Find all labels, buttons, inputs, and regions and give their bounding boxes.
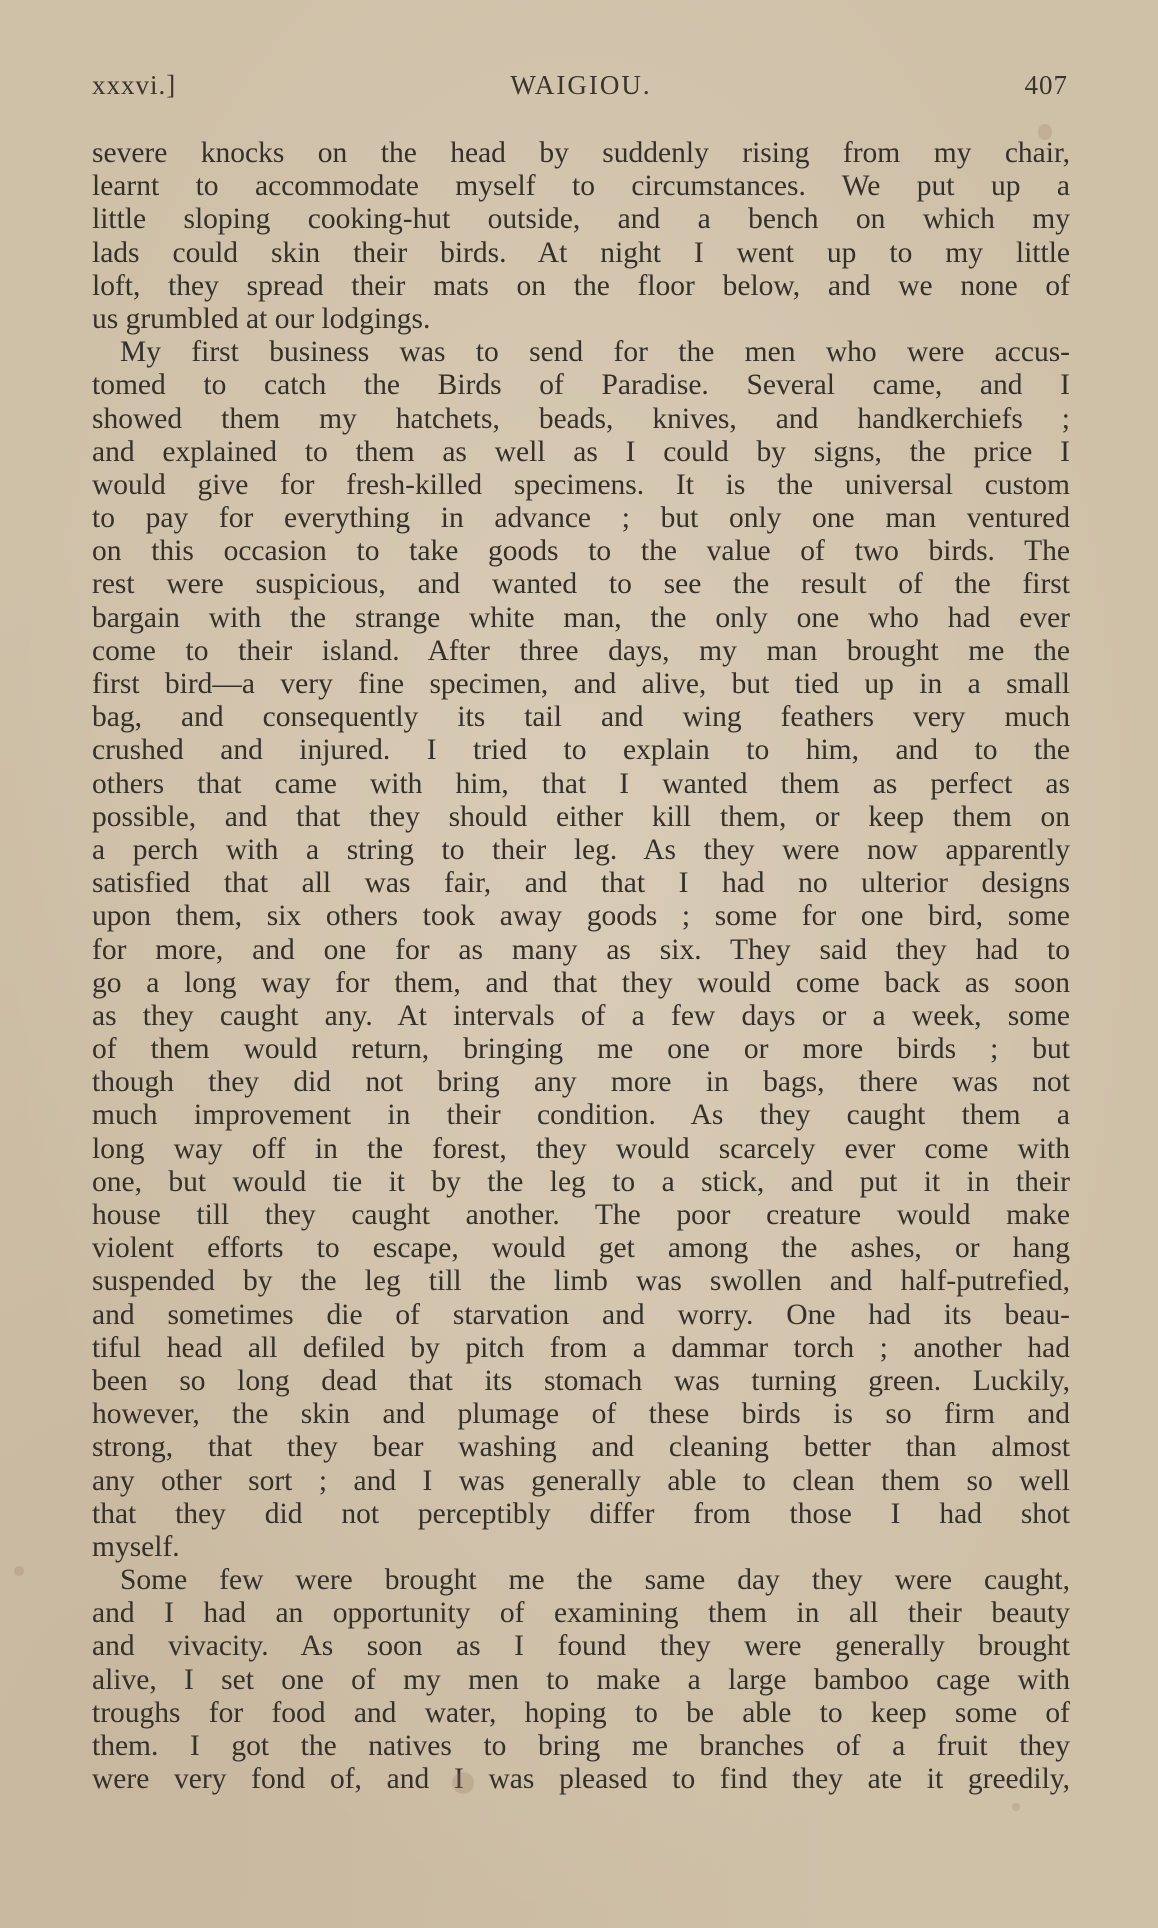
paragraph-end-line: myself. [92, 1530, 180, 1563]
text-line: and I had an opportunity of examining them in all their beauty [92, 1597, 1070, 1630]
text-line: much improvement in their condition. As they caught them a [92, 1099, 1070, 1132]
text-line: tiful head all defiled by pitch from a dammar torch ; another had [92, 1331, 1070, 1364]
text-line: loft, they spread their mats on the floor below, and we none of [92, 269, 1070, 302]
text-line: house till they caught another. The poor creature would make [92, 1199, 1070, 1231]
paper-stain [452, 1772, 474, 1794]
running-head [92, 58, 1070, 98]
paper-stain [1012, 1803, 1020, 1811]
text-line: alive, I set one of my men to make a large bamboo cage with [92, 1663, 1070, 1696]
paragraph-end-line: us grumbled at our lodgings. [92, 302, 431, 335]
text-line: on this occasion to take goods to the value of two birds. The [92, 535, 1070, 568]
text-line: severe knocks on the head by suddenly rising from my chair, [92, 137, 1070, 169]
paper-stain [1038, 124, 1052, 140]
text-line: as they caught any. At intervals of a few days or a week, some [92, 999, 1070, 1032]
chapter-number: xxxvi.] [92, 70, 177, 100]
text-line: for more, and one for as many as six. They said they had to [92, 933, 1070, 966]
text-line: first bird—a very fine specimen, and alive, but tied up in a small [92, 668, 1070, 700]
text-line: go a long way for them, and that they would come back as soon [92, 966, 1070, 999]
text-line: come to their island. After three days, my man brought me the [92, 634, 1070, 667]
paper-stain [14, 1566, 24, 1576]
paragraph-start-line: My first business was to send for the men who were accus- [120, 336, 1070, 369]
text-line: violent efforts to escape, would get among the ashes, or hang [92, 1232, 1070, 1265]
text-line: rest were suspicious, and wanted to see the result of the first [92, 568, 1070, 601]
text-line: and vivacity. As soon as I found they were generally brought [92, 1630, 1070, 1663]
text-line: were very fond of, and I was pleased to find they ate it greedily, [92, 1763, 1070, 1796]
text-line: lads could skin their birds. At night I went up to my little [92, 236, 1070, 269]
chapter-title: WAIGIOU. [510, 70, 652, 100]
text-line: them. I got the natives to bring me branches of a fruit they [92, 1730, 1070, 1762]
text-line: any other sort ; and I was generally able to clean them so well [92, 1464, 1070, 1497]
text-line: strong, that they bear washing and cleaning better than almost [92, 1431, 1070, 1464]
text-line: that they did not perceptibly differ from those I had shot [92, 1497, 1070, 1530]
text-line: little sloping cooking-hut outside, and a bench on which my [92, 203, 1070, 236]
text-line: though they did not bring any more in bags, there was not [92, 1066, 1070, 1099]
text-line: learnt to accommodate myself to circumstances. We put up a [92, 170, 1070, 203]
book-page [92, 58, 1070, 1796]
text-line: a perch with a string to their leg. As they were now apparently [92, 833, 1070, 866]
text-line: to pay for everything in advance ; but only one man ventured [92, 502, 1070, 535]
text-line: possible, and that they should either kill them, or keep them on [92, 800, 1070, 833]
page-number: 407 [1024, 70, 1068, 100]
text-line: however, the skin and plumage of these birds is so firm and [92, 1398, 1070, 1431]
text-line: showed them my hatchets, beads, knives, and handkerchiefs ; [92, 402, 1070, 435]
text-line: one, but would tie it by the leg to a stick, and put it in their [92, 1165, 1070, 1198]
text-line: been so long dead that its stomach was turning green. Luckily, [92, 1364, 1070, 1397]
text-line: and sometimes die of starvation and worry. One had its beau- [92, 1298, 1070, 1331]
text-line: of them would return, bringing me one or more birds ; but [92, 1033, 1070, 1066]
text-line: upon them, six others took away goods ; some for one bird, some [92, 900, 1070, 933]
text-line: satisfied that all was fair, and that I had no ulterior designs [92, 867, 1070, 900]
text-line: bag, and consequently its tail and wing feathers very much [92, 701, 1070, 734]
text-line: and explained to them as well as I could by signs, the price I [92, 435, 1070, 468]
text-line: crushed and injured. I tried to explain to him, and to the [92, 734, 1070, 767]
text-line: bargain with the strange white man, the only one who had ever [92, 601, 1070, 634]
text-line: long way off in the forest, they would scarcely ever come with [92, 1132, 1070, 1165]
text-line: tomed to catch the Birds of Paradise. Several came, and I [92, 369, 1070, 402]
paragraph-start-line: Some few were brought me the same day they were caught, [120, 1564, 1070, 1597]
text-line: suspended by the leg till the limb was swollen and half-putrefied, [92, 1265, 1070, 1298]
text-line: others that came with him, that I wanted them as perfect as [92, 767, 1070, 800]
text-line: troughs for food and water, hoping to be able to keep some of [92, 1696, 1070, 1729]
page-body [92, 137, 1070, 1796]
text-line: would give for fresh-killed specimens. It is the universal custom [92, 468, 1070, 501]
